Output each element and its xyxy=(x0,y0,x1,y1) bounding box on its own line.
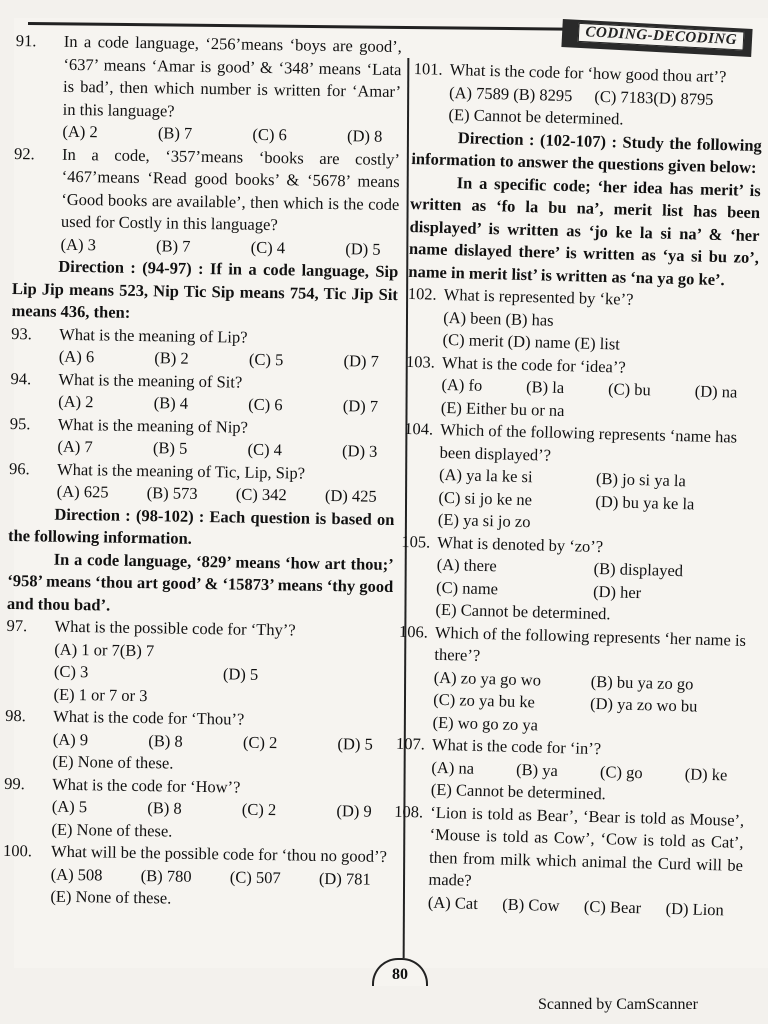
direction-102-107: Direction : (102-107) : Study the following information to answer the questions given below: xyxy=(411,127,763,178)
option: (E) None of these. xyxy=(50,886,172,908)
option: (C) 4 xyxy=(250,237,286,257)
question-text: What is the code for ‘idea’? xyxy=(441,352,626,377)
option: (E) None of these. xyxy=(52,751,174,773)
option: (E) Cannot be determined. xyxy=(448,104,624,129)
option: (B) displayed xyxy=(593,558,684,581)
option: (C) Bear xyxy=(583,896,642,917)
option: (C) 6 xyxy=(252,124,288,145)
info-102-107: In a specific code; ‘her idea has merit’ is written as ‘fo la bu na’, merit list has been displayed’ is written as ‘jo ke la si na’ & ‘her name dislayed there’ is written as ‘ya si bu zo’, name in merit list’ is written as ‘na ya go ke’. xyxy=(408,172,761,289)
option: (A) Cat xyxy=(427,892,479,913)
option: (E) wo go zo ya xyxy=(432,712,539,734)
question-105 xyxy=(399,530,751,629)
option: (B) ya xyxy=(515,759,559,780)
option: (D) 5 xyxy=(345,238,381,259)
option: (C) 4 xyxy=(247,439,283,460)
option: (D) 8 xyxy=(346,126,383,146)
question-94 xyxy=(10,367,397,418)
question-number: 104. xyxy=(404,418,434,439)
option: (D) 9 xyxy=(336,801,372,821)
question-number: 97. xyxy=(6,615,28,636)
option: (C) merit (D) name (E) list xyxy=(442,329,621,354)
option: (E) ya si jo zo xyxy=(437,509,531,532)
question-text: Which of the following represents ‘name has been displayed’? xyxy=(439,419,738,465)
question-number: 94. xyxy=(10,368,32,388)
question-number: 102. xyxy=(407,283,437,304)
question-number: 101. xyxy=(413,58,443,79)
question-107 xyxy=(395,733,747,810)
option: (E) 1 or 7 or 3 xyxy=(53,684,148,705)
question-text: What is the meaning of Sit? xyxy=(58,369,243,392)
question-103 xyxy=(405,350,757,427)
option: (D) 3 xyxy=(341,441,378,461)
question-text: In a code, ‘357’means ‘books are costly’ ‘467’means ‘Read good books’ & ‘5678’ means ‘Good books are available’, then which is the code used for Costly in this language? xyxy=(60,144,401,235)
option: (D) 5 xyxy=(222,664,259,684)
option: (B) la xyxy=(525,377,565,398)
question-number: 96. xyxy=(8,458,30,478)
option: (E) Cannot be determined. xyxy=(435,599,611,624)
question-text: What is the meaning of Tic, Lip, Sip? xyxy=(56,459,306,483)
option: (B) 4 xyxy=(153,393,189,413)
option: (C) 3 xyxy=(53,661,89,682)
option: (A) 2 xyxy=(58,391,94,412)
info-98-102: In a code language, ‘829’ means ‘how art thou;’ ‘958’ means ‘thou art good’ & ‘15873’ means ‘thy good and thou bad’. xyxy=(6,549,394,615)
question-number: 107. xyxy=(395,733,426,754)
option: (A) 7589 (B) 8295 xyxy=(448,82,573,105)
option: (C) name xyxy=(435,577,499,598)
question-text: What is the code for ‘How’? xyxy=(52,774,241,797)
section-tag: CODING-DECODING xyxy=(578,23,744,51)
option: (B) 573 xyxy=(146,483,198,503)
direction-94-97: Direction : (94-97) : If in a code language, Sip Lip Jip means 523, Nip Tic Sip means 754, Tic Jip Sit means 436, then: xyxy=(11,256,399,322)
option: (B) 5 xyxy=(152,438,188,458)
option: (C) 2 xyxy=(241,799,277,820)
question-number: 91. xyxy=(15,30,37,51)
scanner-credit: Scanned by CamScanner xyxy=(538,996,698,1013)
option: (D) 7 xyxy=(343,351,379,371)
option: (A) 1 or 7(B) 7 xyxy=(54,639,155,660)
option: (D) 781 xyxy=(318,868,371,889)
option: (B) 8 xyxy=(148,730,183,751)
right-column xyxy=(392,58,764,922)
option: (D) 5 xyxy=(337,733,373,754)
option: (E) Either bu or na xyxy=(440,397,565,420)
question-100 xyxy=(2,840,389,914)
direction-98-102: Direction : (98-102) : Each question is based on the following information. xyxy=(7,504,395,548)
option: (E) None of these. xyxy=(51,819,173,841)
question-99 xyxy=(3,772,390,846)
option: (D) 7 xyxy=(342,396,379,416)
option: (A) been (B) has xyxy=(442,307,554,330)
question-text: What is the code for ‘Thou’? xyxy=(53,706,245,729)
options xyxy=(433,666,748,719)
option: (C) 6 xyxy=(248,394,283,415)
question-108 xyxy=(392,800,745,922)
question-number: 100. xyxy=(2,840,33,861)
option: (A) ya la ke si xyxy=(438,464,533,487)
option: (C) 342 xyxy=(235,484,287,505)
question-text: ‘Lion is told as Bear’, ‘Bear is told as Mouse’, ‘Mouse is told as Cow’, ‘Cow is told as Cat’, then from milk which animal the Curd will be made? xyxy=(428,802,745,890)
option: (A) na xyxy=(431,757,475,778)
question-number: 105. xyxy=(401,531,431,552)
page-number: 80 xyxy=(372,958,428,986)
question-93 xyxy=(11,322,398,373)
question-102 xyxy=(406,283,758,360)
question-92 xyxy=(12,142,400,261)
option: (A) 7 xyxy=(57,436,93,457)
question-101 xyxy=(412,58,764,135)
option: (C) bu xyxy=(607,379,652,400)
question-number: 103. xyxy=(405,351,436,372)
question-number: 108. xyxy=(394,801,424,821)
question-number: 93. xyxy=(11,323,33,343)
option: (C) 7183(D) 8795 xyxy=(594,86,714,109)
option: (B) 8 xyxy=(147,798,182,818)
question-106 xyxy=(396,620,749,742)
question-text: What will be the possible code for ‘thou no good’? xyxy=(50,841,388,866)
left-column xyxy=(2,30,402,913)
options xyxy=(436,554,751,607)
question-number: 99. xyxy=(4,773,25,793)
option: (C) 2 xyxy=(242,732,278,752)
option: (A) there xyxy=(436,554,497,576)
question-text: What is the code for ‘in’? xyxy=(431,734,602,759)
question-text: What is the code for ‘how good thou art’? xyxy=(449,59,727,87)
option: (A) 6 xyxy=(58,346,95,367)
option: (C) zo ya bu ke xyxy=(432,689,536,712)
option: (D) ya zo wo bu xyxy=(589,693,698,716)
question-text: What is the meaning of Nip? xyxy=(57,414,249,437)
option: (B) 2 xyxy=(154,348,189,368)
question-number: 98. xyxy=(5,705,27,726)
option: (B) jo si ya la xyxy=(595,468,687,491)
option: (D) na xyxy=(694,381,738,402)
question-number: 95. xyxy=(9,413,31,433)
option: (D) her xyxy=(592,581,642,602)
option: (C) 507 xyxy=(229,866,281,887)
option: (A) 508 xyxy=(50,864,103,884)
option: (A) zo ya go wo xyxy=(433,667,542,690)
question-text: What is the possible code for ‘Thy’? xyxy=(54,616,296,640)
option: (B) 780 xyxy=(140,865,192,886)
option: (B) bu ya zo go xyxy=(590,671,694,694)
question-98 xyxy=(4,705,391,779)
question-text: In a code language, ‘256’means ‘boys are good’, ‘637’ means ‘Amar is good’ & ‘348’ means ‘Lata is bad’, then which number is written for ‘Amar’ in this language? xyxy=(62,31,402,120)
option: (B) 7 xyxy=(157,123,193,143)
option: (B) Cow xyxy=(502,894,560,915)
option: (A) 9 xyxy=(52,729,89,749)
option: (B) 7 xyxy=(155,235,191,256)
question-97 xyxy=(5,615,392,711)
question-95 xyxy=(9,412,396,463)
option: (A) 2 xyxy=(62,121,98,142)
option: (D) 425 xyxy=(324,485,377,506)
question-text: What is denoted by ‘zo’? xyxy=(437,532,604,556)
option: (E) Cannot be determined. xyxy=(430,779,607,804)
question-96 xyxy=(9,457,396,508)
question-number: 92. xyxy=(13,143,35,163)
option: (C) go xyxy=(599,761,643,782)
question-number: 106. xyxy=(398,621,429,642)
question-text: What is the meaning of Lip? xyxy=(59,324,248,347)
option: (A) fo xyxy=(441,374,483,395)
option: (C) si jo ke ne xyxy=(438,487,533,509)
option: (C) 5 xyxy=(248,349,284,370)
question-91 xyxy=(14,30,402,149)
option: (D) bu ya ke la xyxy=(595,491,695,513)
option: (A) 5 xyxy=(51,796,88,817)
option: (D) Lion xyxy=(665,898,725,919)
question-text: What is represented by ‘ke’? xyxy=(443,284,634,309)
option: (A) 3 xyxy=(60,234,97,254)
option: (D) ke xyxy=(684,763,728,784)
options xyxy=(438,464,753,517)
question-text: Which of the following represents ‘her name is there’? xyxy=(434,622,747,665)
option: (A) 625 xyxy=(56,481,109,502)
question-104 xyxy=(402,418,755,540)
